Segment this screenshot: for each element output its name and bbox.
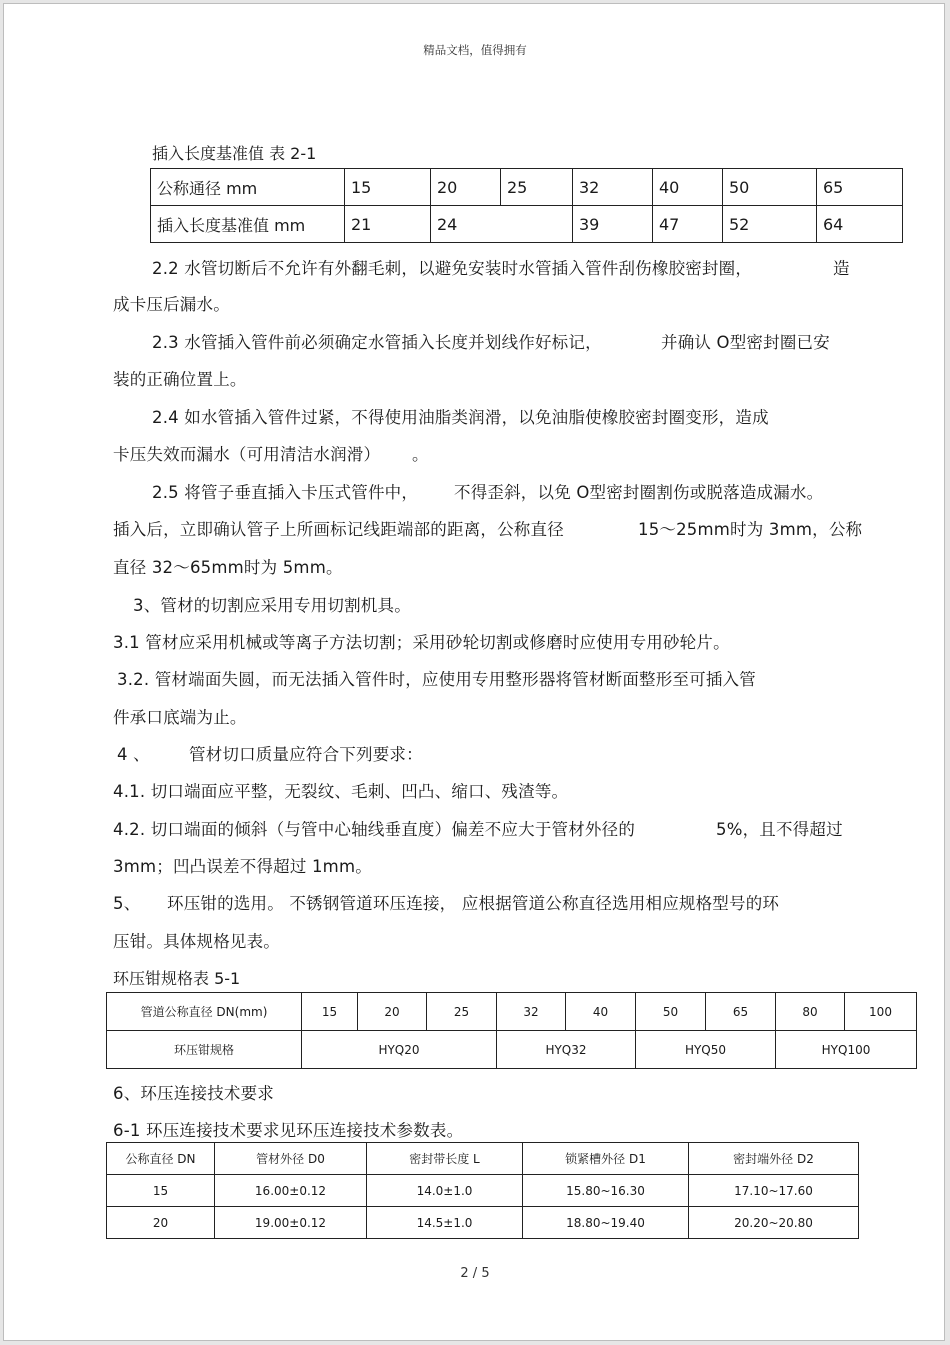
insertion-length-table [150, 168, 903, 243]
table-cell: 21 [345, 206, 431, 243]
paragraph-2-3-cont: 装的正确位置上。 [113, 370, 247, 389]
section-6-heading: 6、环压连接技术要求 [113, 1084, 274, 1103]
table-cell: 100 [845, 993, 917, 1031]
table-row [107, 1175, 859, 1207]
table-cell: 24 [431, 206, 573, 243]
table-header-row [107, 1143, 859, 1175]
paragraph-2-2-tail: 造 [833, 259, 850, 278]
table-cell: 80 [776, 993, 845, 1031]
section-4-heading: 管材切口质量应符合下列要求： [189, 745, 423, 764]
table-cell: 管道公称直径 DN(mm) [107, 993, 302, 1031]
table-cell: 65 [817, 169, 903, 206]
table-cell: 32 [497, 993, 566, 1031]
table-cell: 17.10~17.60 [689, 1175, 859, 1207]
table-cell: HYQ20 [302, 1031, 497, 1069]
table-cell: 20 [107, 1207, 215, 1239]
table-cell: 50 [636, 993, 706, 1031]
paragraph-2-5-end: 直径 32～65mm时为 5mm。 [113, 558, 343, 577]
section-5-heading: 环压钳的选用。 不锈钢管道环压连接， 应根据管道公称直径选用相应规格型号的环 [167, 894, 780, 913]
paragraph-4-1: 4.1. 切口端面应平整，无裂纹、毛刺、凹凸、缩口、残渣等。 [113, 782, 569, 801]
paragraph-4-2-tail: 5%，且不得超过 [716, 820, 843, 839]
paragraph-2-3: 2.3 水管插入管件前必须确定水管插入长度并划线作好标记， [152, 333, 602, 352]
section-5-number: 5、 [113, 894, 141, 913]
table-cell: 15 [345, 169, 431, 206]
paragraph-3-2-cont: 件承口底端为止。 [113, 708, 247, 727]
table-cell: 19.00±0.12 [215, 1207, 367, 1239]
table-header-cell: 管材外径 D0 [215, 1143, 367, 1175]
table-row [151, 169, 903, 206]
table-cell: 65 [706, 993, 776, 1031]
paragraph-2-5: 2.5 将管子垂直插入卡压式管件中， [152, 483, 419, 502]
paragraph-2-5-tail: 不得歪斜，以免 O型密封圈割伤或脱落造成漏水。 [454, 483, 824, 502]
paragraph-2-5-cont-tail: 15～25mm时为 3mm，公称 [638, 520, 863, 539]
table-cell: HYQ32 [497, 1031, 636, 1069]
paragraph-2-4-tail: 。 [412, 445, 429, 464]
table-row [151, 206, 903, 243]
section-5-cont: 压钳。具体规格见表。 [113, 932, 280, 951]
table-cell: HYQ100 [776, 1031, 917, 1069]
table-5-1-caption: 环压钳规格表 5-1 [113, 969, 241, 988]
paragraph-2-5-cont: 插入后，立即确认管子上所画标记线距端部的距离，公称直径 [113, 520, 564, 539]
paragraph-3-1: 3.1 管材应采用机械或等离子方法切割；采用砂轮切割或修磨时应使用专用砂轮片。 [113, 633, 730, 652]
table-header-cell: 密封端外径 D2 [689, 1143, 859, 1175]
table-cell: 15 [107, 1175, 215, 1207]
paragraph-2-2-cont: 成卡压后漏水。 [113, 295, 230, 314]
table-cell: 25 [501, 169, 573, 206]
table-header-cell: 密封带长度 L [367, 1143, 523, 1175]
table-row [107, 1031, 917, 1069]
table-cell: 40 [653, 169, 723, 206]
crimping-tool-table [106, 992, 917, 1069]
table-cell: HYQ50 [636, 1031, 776, 1069]
page-number: 2 / 5 [460, 1266, 490, 1281]
table-cell: 64 [817, 206, 903, 243]
table-cell: 15 [302, 993, 358, 1031]
table-cell: 39 [573, 206, 653, 243]
table-cell: 25 [427, 993, 497, 1031]
table-cell: 18.80~19.40 [523, 1207, 689, 1239]
table-cell: 14.5±1.0 [367, 1207, 523, 1239]
table-header-cell: 公称直径 DN [107, 1143, 215, 1175]
table-cell: 插入长度基准值 mm [151, 206, 345, 243]
table-cell: 16.00±0.12 [215, 1175, 367, 1207]
table-cell: 20 [358, 993, 427, 1031]
paragraph-4-2-cont: 3mm；凹凸误差不得超过 1mm。 [113, 857, 372, 876]
crimp-parameters-table [106, 1142, 859, 1239]
table-cell: 15.80~16.30 [523, 1175, 689, 1207]
table-cell: 20 [431, 169, 501, 206]
table-header-cell: 锁紧槽外径 D1 [523, 1143, 689, 1175]
table-cell: 40 [566, 993, 636, 1031]
table-2-1-caption: 插入长度基准值 表 2-1 [152, 144, 317, 163]
section-3-heading: 3、管材的切割应采用专用切割机具。 [133, 596, 411, 615]
paragraph-2-4: 2.4 如水管插入管件过紧，不得使用油脂类润滑，以免油脂使橡胶密封圈变形，造成 [152, 408, 769, 427]
paragraph-2-2: 2.2 水管切断后不允许有外翻毛刺，以避免安装时水管插入管件刮伤橡胶密封圈， [152, 259, 753, 278]
paragraph-2-4-cont: 卡压失效而漏水（可用清洁水润滑） [113, 445, 381, 464]
table-row [107, 993, 917, 1031]
section-4-number: 4 、 [117, 745, 150, 764]
paragraph-3-2: 3.2. 管材端面失圆，而无法插入管件时，应使用专用整形器将管材断面整形至可插入管 [117, 670, 756, 689]
table-row [107, 1207, 859, 1239]
paragraph-2-3-tail: 并确认 O型密封圈已安 [661, 333, 830, 352]
table-cell: 32 [573, 169, 653, 206]
table-cell: 52 [723, 206, 817, 243]
table-cell: 环压钳规格 [107, 1031, 302, 1069]
document-page [3, 3, 945, 1341]
table-cell: 47 [653, 206, 723, 243]
page-header: 精品文档，值得拥有 [423, 43, 527, 57]
paragraph-4-2: 4.2. 切口端面的倾斜（与管中心轴线垂直度）偏差不应大于管材外径的 [113, 820, 636, 839]
table-cell: 14.0±1.0 [367, 1175, 523, 1207]
table-cell: 公称通径 mm [151, 169, 345, 206]
table-cell: 20.20~20.80 [689, 1207, 859, 1239]
paragraph-6-1: 6-1 环压连接技术要求见环压连接技术参数表。 [113, 1121, 464, 1140]
table-cell: 50 [723, 169, 817, 206]
